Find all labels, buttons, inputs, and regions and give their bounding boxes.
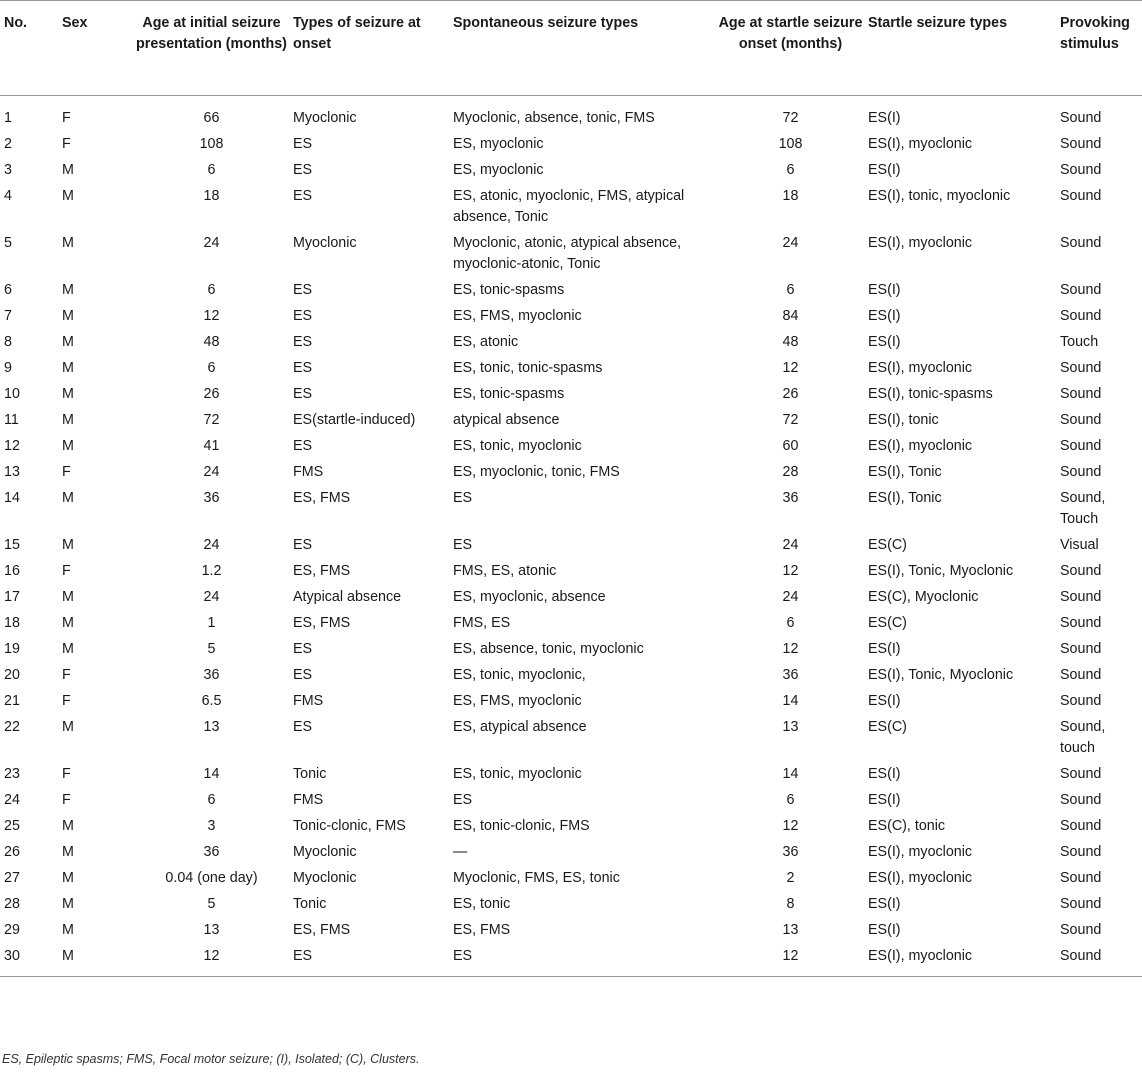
- cell-sex: M: [62, 490, 74, 506]
- cell-age-initial: 5: [207, 641, 216, 657]
- table-row: [0, 842, 1142, 868]
- cell-onset-types: ES: [293, 282, 313, 298]
- table-row: [0, 613, 1142, 639]
- table-row: [0, 384, 1142, 410]
- cell-stimulus: Sound: [1060, 110, 1102, 126]
- cell-startle-types: ES(I): [868, 792, 901, 808]
- cell-stimulus: Sound: [1060, 360, 1102, 376]
- header-sex: Sex: [62, 15, 88, 31]
- cell-onset-types: ES, FMS: [293, 563, 351, 579]
- cell-no: 14: [4, 490, 20, 506]
- table-row: [0, 894, 1142, 920]
- table-row: [0, 186, 1142, 233]
- cell-age-initial: 0.04 (one day): [165, 870, 258, 886]
- cell-startle-types: ES(C), Myoclonic: [868, 589, 979, 605]
- cell-stimulus: Visual: [1060, 537, 1099, 553]
- cell-no: 23: [4, 766, 20, 782]
- table-row: [0, 410, 1142, 436]
- cell-startle-types: ES(I): [868, 922, 901, 938]
- cell-onset-types: ES, FMS: [293, 490, 351, 506]
- cell-age-initial: 1.2: [201, 563, 222, 579]
- cell-age-initial: 41: [203, 438, 220, 454]
- cell-sex: M: [62, 162, 74, 178]
- cell-age-startle: 24: [782, 589, 799, 605]
- cell-sex: F: [62, 766, 71, 782]
- table-row: [0, 816, 1142, 842]
- cell-startle-types: ES(I), myoclonic: [868, 360, 973, 376]
- cell-onset-types: ES: [293, 334, 313, 350]
- table-row: [0, 946, 1142, 977]
- cell-startle-types: ES(I), myoclonic: [868, 948, 973, 964]
- cell-stimulus: Sound: [1060, 589, 1102, 605]
- cell-age-startle: 6: [786, 792, 795, 808]
- cell-no: 21: [4, 693, 20, 709]
- cell-onset-types: ES, FMS: [293, 922, 351, 938]
- cell-spontaneous-types: FMS, ES: [453, 615, 511, 631]
- cell-startle-types: ES(I): [868, 334, 901, 350]
- cell-age-startle: 12: [782, 818, 799, 834]
- cell-spontaneous-types: ES, tonic-clonic, FMS: [453, 818, 590, 834]
- cell-spontaneous-types: ES, myoclonic: [453, 162, 544, 178]
- cell-sex: M: [62, 948, 74, 964]
- table-row: [0, 717, 1142, 764]
- cell-spontaneous-types: ES, tonic: [453, 896, 511, 912]
- cell-spontaneous-types: —: [453, 844, 468, 860]
- cell-onset-types: Myoclonic: [293, 870, 357, 886]
- cell-spontaneous-types: ES, tonic, myoclonic: [453, 766, 582, 782]
- cell-no: 24: [4, 792, 20, 808]
- cell-spontaneous-types: FMS, ES, atonic: [453, 563, 557, 579]
- cell-onset-types: ES: [293, 386, 313, 402]
- cell-startle-types: ES(I), Tonic: [868, 490, 942, 506]
- cell-age-startle: 6: [786, 282, 795, 298]
- cell-no: 11: [4, 412, 19, 428]
- cell-spontaneous-types: ES, FMS, myoclonic: [453, 308, 582, 324]
- cell-sex: M: [62, 334, 74, 350]
- cell-no: 3: [4, 162, 12, 178]
- cell-stimulus: Sound: [1060, 870, 1102, 886]
- cell-stimulus: Sound, touch: [1060, 719, 1106, 756]
- cell-sex: M: [62, 235, 74, 251]
- cell-sex: F: [62, 667, 71, 683]
- cell-sex: M: [62, 282, 74, 298]
- cell-age-startle: 14: [782, 693, 799, 709]
- table-row: [0, 790, 1142, 816]
- cell-age-startle: 8: [786, 896, 795, 912]
- cell-age-initial: 12: [203, 308, 220, 324]
- cell-no: 2: [4, 136, 12, 152]
- cell-startle-types: ES(I), tonic, myoclonic: [868, 188, 1011, 204]
- cell-onset-types: ES: [293, 188, 313, 204]
- cell-age-startle: 12: [782, 563, 799, 579]
- cell-onset-types: ES: [293, 948, 313, 964]
- cell-sex: M: [62, 537, 74, 553]
- cell-age-startle: 108: [778, 136, 803, 152]
- cell-age-initial: 13: [203, 922, 220, 938]
- cell-no: 30: [4, 948, 20, 964]
- cell-startle-types: ES(I), Tonic, Myoclonic: [868, 563, 1014, 579]
- cell-sex: M: [62, 438, 74, 454]
- cell-stimulus: Sound: [1060, 792, 1102, 808]
- cell-age-initial: 26: [203, 386, 220, 402]
- cell-spontaneous-types: ES, FMS, myoclonic: [453, 693, 582, 709]
- table-row: [0, 462, 1142, 488]
- cell-sex: F: [62, 792, 71, 808]
- cell-sex: M: [62, 188, 74, 204]
- header-spontaneous-types: Spontaneous seizure types: [453, 15, 639, 31]
- cell-age-startle: 12: [782, 360, 799, 376]
- cell-sex: F: [62, 693, 71, 709]
- cell-no: 12: [4, 438, 20, 454]
- table-row: [0, 134, 1142, 160]
- cell-startle-types: ES(I): [868, 110, 901, 126]
- cell-age-startle: 36: [782, 844, 799, 860]
- cell-no: 13: [4, 464, 20, 480]
- cell-stimulus: Sound: [1060, 641, 1102, 657]
- cell-age-initial: 36: [203, 667, 220, 683]
- cell-onset-types: ES, FMS: [293, 615, 351, 631]
- cell-spontaneous-types: ES, tonic, tonic-spasms: [453, 360, 603, 376]
- cell-age-initial: 1: [207, 615, 216, 631]
- cell-startle-types: ES(I): [868, 282, 901, 298]
- cell-spontaneous-types: ES, absence, tonic, myoclonic: [453, 641, 644, 657]
- cell-age-startle: 14: [782, 766, 799, 782]
- cell-onset-types: ES: [293, 360, 313, 376]
- cell-no: 29: [4, 922, 20, 938]
- cell-stimulus: Sound: [1060, 438, 1102, 454]
- cell-startle-types: ES(I): [868, 641, 901, 657]
- cell-stimulus: Touch: [1060, 334, 1099, 350]
- cell-sex: F: [62, 136, 71, 152]
- cell-no: 16: [4, 563, 20, 579]
- table-header: [0, 1, 1142, 96]
- cell-no: 17: [4, 589, 20, 605]
- cell-onset-types: Tonic: [293, 766, 327, 782]
- header-row: [0, 1, 1142, 96]
- cell-startle-types: ES(I): [868, 162, 901, 178]
- cell-age-startle: 28: [782, 464, 799, 480]
- cell-spontaneous-types: ES: [453, 490, 473, 506]
- table-row: [0, 488, 1142, 535]
- table-row: [0, 920, 1142, 946]
- cell-age-startle: 12: [782, 948, 799, 964]
- cell-stimulus: Sound, Touch: [1060, 490, 1106, 527]
- cell-stimulus: Sound: [1060, 162, 1102, 178]
- cell-stimulus: Sound: [1060, 188, 1102, 204]
- cell-onset-types: ES: [293, 719, 313, 735]
- cell-age-initial: 24: [203, 537, 220, 553]
- table-row: [0, 280, 1142, 306]
- cell-startle-types: ES(I), tonic: [868, 412, 939, 428]
- cell-spontaneous-types: atypical absence: [453, 412, 560, 428]
- cell-age-initial: 36: [203, 844, 220, 860]
- cell-no: 25: [4, 818, 20, 834]
- cell-startle-types: ES(I), Tonic, Myoclonic: [868, 667, 1014, 683]
- cell-stimulus: Sound: [1060, 464, 1102, 480]
- cell-age-initial: 13: [203, 719, 220, 735]
- cell-spontaneous-types: ES, myoclonic, absence: [453, 589, 606, 605]
- cell-stimulus: Sound: [1060, 818, 1102, 834]
- cell-onset-types: FMS: [293, 464, 324, 480]
- cell-stimulus: Sound: [1060, 282, 1102, 298]
- cell-stimulus: Sound: [1060, 412, 1102, 428]
- cell-age-startle: 2: [786, 870, 795, 886]
- cell-startle-types: ES(C), tonic: [868, 818, 946, 834]
- cell-spontaneous-types: Myoclonic, absence, tonic, FMS: [453, 110, 655, 126]
- cell-startle-types: ES(C): [868, 615, 907, 631]
- cell-onset-types: Myoclonic: [293, 844, 357, 860]
- cell-onset-types: ES: [293, 537, 313, 553]
- cell-stimulus: Sound: [1060, 766, 1102, 782]
- cell-age-startle: 36: [782, 490, 799, 506]
- cell-age-startle: 6: [786, 162, 795, 178]
- cell-onset-types: Tonic-clonic, FMS: [293, 818, 406, 834]
- cell-startle-types: ES(I): [868, 896, 901, 912]
- cell-sex: M: [62, 896, 74, 912]
- cell-sex: F: [62, 563, 71, 579]
- cell-no: 1: [4, 110, 12, 126]
- cell-stimulus: Sound: [1060, 667, 1102, 683]
- table-row: [0, 665, 1142, 691]
- cell-age-startle: 12: [782, 641, 799, 657]
- cell-no: 4: [4, 188, 12, 204]
- cell-age-initial: 12: [203, 948, 220, 964]
- cell-no: 9: [4, 360, 12, 376]
- cell-spontaneous-types: Myoclonic, atonic, atypical absence, myoclonic-atonic, Tonic: [453, 235, 682, 272]
- cell-startle-types: ES(I), myoclonic: [868, 235, 973, 251]
- cell-onset-types: Myoclonic: [293, 110, 357, 126]
- cell-spontaneous-types: ES, tonic, myoclonic: [453, 438, 582, 454]
- cell-onset-types: ES: [293, 162, 313, 178]
- header-no: No.: [4, 15, 28, 31]
- cell-age-initial: 18: [203, 188, 220, 204]
- table-row: [0, 233, 1142, 280]
- cell-stimulus: Sound: [1060, 948, 1102, 964]
- cell-onset-types: Myoclonic: [293, 235, 357, 251]
- cell-spontaneous-types: ES: [453, 948, 473, 964]
- cell-onset-types: Atypical absence: [293, 589, 402, 605]
- cell-sex: M: [62, 922, 74, 938]
- cell-age-startle: 13: [782, 719, 799, 735]
- table-row: [0, 436, 1142, 462]
- cell-onset-types: FMS: [293, 792, 324, 808]
- header-startle-types: Startle seizure types: [868, 15, 1008, 31]
- header-age-startle: Age at startle seizure onset (months): [718, 15, 863, 52]
- cell-stimulus: Sound: [1060, 308, 1102, 324]
- cell-no: 5: [4, 235, 12, 251]
- cell-spontaneous-types: ES, myoclonic, tonic, FMS: [453, 464, 620, 480]
- cell-no: 10: [4, 386, 20, 402]
- table-footnote: ES, Epileptic spasms; FMS, Focal motor seizure; (I), Isolated; (C), Clusters.: [2, 1052, 420, 1066]
- cell-sex: M: [62, 870, 74, 886]
- cell-startle-types: ES(I), myoclonic: [868, 136, 973, 152]
- table-row: [0, 868, 1142, 894]
- cell-age-initial: 6.5: [201, 693, 222, 709]
- cell-age-initial: 36: [203, 490, 220, 506]
- cell-onset-types: ES: [293, 641, 313, 657]
- cell-age-startle: 24: [782, 235, 799, 251]
- cell-startle-types: ES(I), myoclonic: [868, 844, 973, 860]
- table-row: [0, 160, 1142, 186]
- cell-sex: F: [62, 464, 71, 480]
- cell-no: 15: [4, 537, 20, 553]
- header-onset-types: Types of seizure at onset: [293, 15, 421, 52]
- cell-age-initial: 5: [207, 896, 216, 912]
- cell-age-startle: 13: [782, 922, 799, 938]
- cell-spontaneous-types: ES, atypical absence: [453, 719, 587, 735]
- cell-age-initial: 6: [207, 360, 216, 376]
- cell-sex: M: [62, 615, 74, 631]
- cell-startle-types: ES(C): [868, 719, 907, 735]
- table-row: [0, 332, 1142, 358]
- cell-sex: M: [62, 308, 74, 324]
- cell-spontaneous-types: ES, tonic-spasms: [453, 386, 565, 402]
- cell-stimulus: Sound: [1060, 136, 1102, 152]
- table-row: [0, 561, 1142, 587]
- cell-age-initial: 14: [203, 766, 220, 782]
- cell-stimulus: Sound: [1060, 693, 1102, 709]
- cell-sex: M: [62, 412, 74, 428]
- cell-age-initial: 48: [203, 334, 220, 350]
- table-row: [0, 306, 1142, 332]
- cell-stimulus: Sound: [1060, 386, 1102, 402]
- cell-age-initial: 24: [203, 589, 220, 605]
- cell-stimulus: Sound: [1060, 922, 1102, 938]
- cell-no: 7: [4, 308, 12, 324]
- table-row: [0, 639, 1142, 665]
- cell-spontaneous-types: ES, myoclonic: [453, 136, 544, 152]
- cell-onset-types: ES: [293, 438, 313, 454]
- cell-stimulus: Sound: [1060, 896, 1102, 912]
- cell-no: 22: [4, 719, 20, 735]
- cell-no: 19: [4, 641, 20, 657]
- cell-age-initial: 6: [207, 282, 216, 298]
- cell-startle-types: ES(I): [868, 766, 901, 782]
- cell-spontaneous-types: ES: [453, 537, 473, 553]
- cell-startle-types: ES(I), tonic-spasms: [868, 386, 993, 402]
- header-stimulus: Provoking stimulus: [1060, 15, 1130, 52]
- cell-startle-types: ES(C): [868, 537, 907, 553]
- cell-startle-types: ES(I): [868, 693, 901, 709]
- cell-sex: M: [62, 844, 74, 860]
- cell-no: 28: [4, 896, 20, 912]
- cell-age-startle: 84: [782, 308, 799, 324]
- cell-startle-types: ES(I), Tonic: [868, 464, 942, 480]
- cell-onset-types: ES: [293, 308, 313, 324]
- cell-age-initial: 6: [207, 792, 216, 808]
- cell-age-initial: 108: [199, 136, 224, 152]
- table-row: [0, 358, 1142, 384]
- cell-age-startle: 24: [782, 537, 799, 553]
- cell-no: 18: [4, 615, 20, 631]
- cell-sex: M: [62, 719, 74, 735]
- cell-spontaneous-types: ES: [453, 792, 473, 808]
- cell-sex: M: [62, 641, 74, 657]
- cell-onset-types: ES(startle-induced): [293, 412, 416, 428]
- cell-age-initial: 72: [203, 412, 220, 428]
- cell-age-startle: 26: [782, 386, 799, 402]
- cell-no: 27: [4, 870, 20, 886]
- cell-startle-types: ES(I), myoclonic: [868, 870, 973, 886]
- cell-age-initial: 24: [203, 464, 220, 480]
- cell-spontaneous-types: ES, tonic-spasms: [453, 282, 565, 298]
- cell-sex: M: [62, 589, 74, 605]
- table-body: [0, 96, 1142, 977]
- cell-stimulus: Sound: [1060, 235, 1102, 251]
- cell-onset-types: Tonic: [293, 896, 327, 912]
- cell-stimulus: Sound: [1060, 563, 1102, 579]
- cell-age-startle: 72: [782, 412, 799, 428]
- cell-onset-types: ES: [293, 136, 313, 152]
- cell-no: 8: [4, 334, 12, 350]
- cell-sex: M: [62, 818, 74, 834]
- header-age-initial: Age at initial seizure presentation (months): [136, 15, 287, 52]
- cell-age-initial: 66: [203, 110, 220, 126]
- table-row: [0, 691, 1142, 717]
- cell-age-startle: 6: [786, 615, 795, 631]
- cell-spontaneous-types: ES, tonic, myoclonic,: [453, 667, 586, 683]
- cell-age-initial: 6: [207, 162, 216, 178]
- cell-sex: M: [62, 386, 74, 402]
- cell-startle-types: ES(I): [868, 308, 901, 324]
- table-row: [0, 587, 1142, 613]
- cell-startle-types: ES(I), myoclonic: [868, 438, 973, 454]
- cell-onset-types: FMS: [293, 693, 324, 709]
- cell-spontaneous-types: ES, atonic, myoclonic, FMS, atypical absence, Tonic: [453, 188, 685, 225]
- cell-spontaneous-types: ES, FMS: [453, 922, 511, 938]
- cell-onset-types: ES: [293, 667, 313, 683]
- cell-age-initial: 3: [207, 818, 216, 834]
- cell-spontaneous-types: ES, atonic: [453, 334, 519, 350]
- cell-age-startle: 18: [782, 188, 799, 204]
- cell-stimulus: Sound: [1060, 844, 1102, 860]
- cell-stimulus: Sound: [1060, 615, 1102, 631]
- cell-age-initial: 24: [203, 235, 220, 251]
- table-row: [0, 96, 1142, 135]
- cell-age-startle: 60: [782, 438, 799, 454]
- cell-age-startle: 36: [782, 667, 799, 683]
- table-row: [0, 535, 1142, 561]
- cell-spontaneous-types: Myoclonic, FMS, ES, tonic: [453, 870, 620, 886]
- cell-no: 20: [4, 667, 20, 683]
- cell-sex: F: [62, 110, 71, 126]
- cell-no: 6: [4, 282, 12, 298]
- cell-no: 26: [4, 844, 20, 860]
- cell-sex: M: [62, 360, 74, 376]
- table-row: [0, 764, 1142, 790]
- cell-age-startle: 72: [782, 110, 799, 126]
- cell-age-startle: 48: [782, 334, 799, 350]
